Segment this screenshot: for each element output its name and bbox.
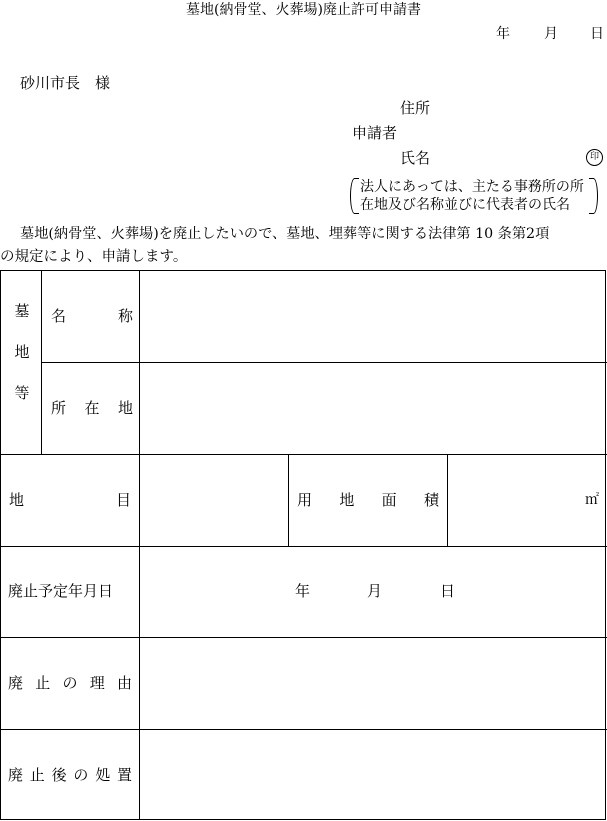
addressee: 砂川市長 様 [20, 74, 111, 92]
planned-date-month: 月 [367, 582, 383, 600]
applicant-label: 申請者 [352, 124, 398, 142]
row-divider [1, 729, 607, 730]
seal-mark: 印 [586, 149, 603, 166]
area-unit: ㎡ [585, 492, 599, 508]
name-input-area[interactable] [141, 271, 605, 361]
reason-input-area[interactable] [141, 639, 605, 728]
land-area-input-area[interactable] [449, 456, 605, 545]
column-divider [447, 454, 448, 546]
corporate-note-line1: 法人にあっては、主たる事務所の所 [360, 179, 584, 195]
body-text-line2: の規定により、申請します。 [0, 249, 188, 265]
planned-date-year: 年 [295, 582, 311, 600]
post-closure-disposal-label: 廃 止 後 の 処 置 [8, 766, 132, 784]
body-text-line1: 墓地(納骨堂、火葬場)を廃止したいので、墓地、埋葬等に関する法律第 10 条第2項 [20, 226, 550, 242]
name-label: 氏名 [400, 149, 431, 167]
planned-date-day: 日 [440, 582, 456, 600]
name-field-label: 名 称 [51, 307, 133, 325]
column-divider [288, 454, 289, 546]
post-closure-disposal-input-area[interactable] [141, 731, 605, 819]
row-divider [1, 546, 607, 547]
planned-date-label: 廃止予定年月日 [8, 582, 114, 600]
date-day-label: 日 [590, 26, 604, 42]
location-field-label: 所 在 地 [51, 399, 133, 417]
row-divider [1, 454, 607, 455]
document-title: 墓地(納骨堂、火葬場)廃止許可申請書 [186, 2, 421, 18]
row-divider [41, 362, 607, 363]
right-bracket [589, 178, 598, 214]
column-divider [139, 271, 140, 820]
corporate-note-line2: 在地及び名称並びに代表者の氏名 [360, 197, 570, 213]
reason-label: 廃 止 の 理 由 [8, 674, 132, 692]
cemetery-group-label: 墓 地 等 [14, 302, 30, 402]
land-category-label: 地 目 [9, 491, 131, 509]
land-area-label: 用 地 面 積 [297, 491, 439, 509]
left-bracket [350, 178, 359, 214]
application-form-table [0, 270, 606, 820]
column-divider [41, 271, 42, 454]
row-divider [1, 637, 607, 638]
location-input-area[interactable] [141, 364, 605, 453]
address-label: 住所 [400, 99, 431, 117]
land-category-input-area[interactable] [141, 456, 287, 545]
date-year-label: 年 [496, 26, 510, 42]
date-month-label: 月 [544, 26, 558, 42]
